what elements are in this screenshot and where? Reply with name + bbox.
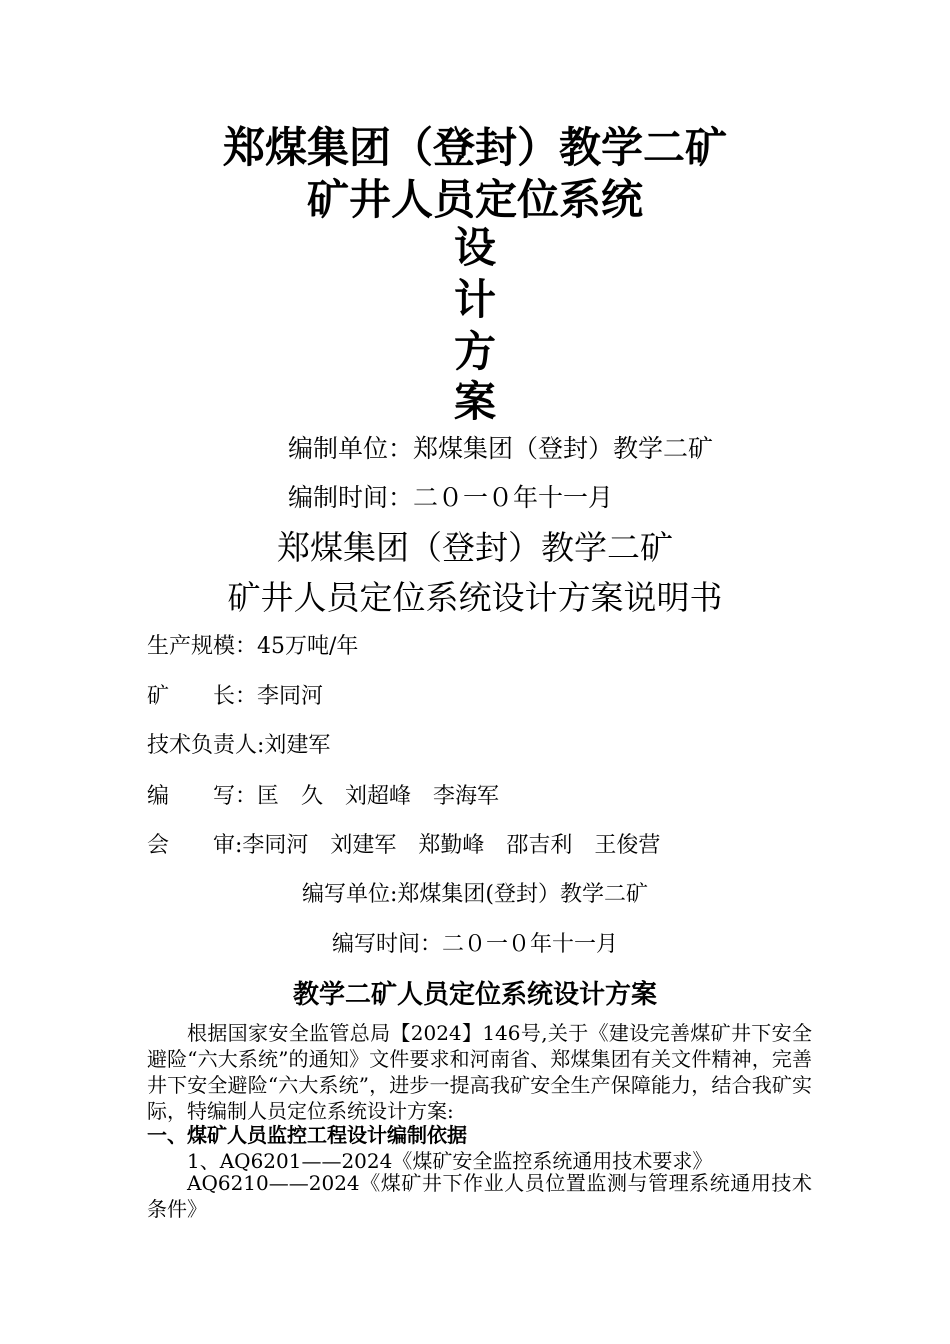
manual-title-line2: 矿井人员定位系统设计方案说明书	[227, 578, 723, 617]
field-label: 技术负责人:	[147, 733, 265, 758]
field-value: 45万吨/年	[257, 634, 359, 659]
field-value: 刘建军	[264, 733, 331, 758]
cover-title-line1: 郑煤集团（登封）教学二矿	[222, 123, 727, 172]
plan-intro-paragraph: 根据国家安全监管总局【2024】146号,关于《建设完善煤矿井下安全避险“六大系统”的通知》文件要求和河南省、郑煤集团有关文件精神，完善井下安全避险“六大系统”，进步一提高我矿安全生产保障能力，结合我矿实际，特编制人员定位系统设计方案:	[147, 1021, 812, 1123]
manual-field-tech-lead	[147, 731, 330, 761]
manual-field-scale	[147, 632, 358, 662]
cover-vertical-char: 方	[453, 327, 496, 376]
manual-writing-unit: 编写单位:郑煤集团(登封）教学二矿	[302, 882, 648, 907]
field-value: 李同河	[257, 684, 324, 709]
cover-vertical-char: 计	[453, 275, 496, 324]
cover-vertical-char: 设	[453, 223, 496, 272]
manual-field-director	[147, 682, 323, 712]
basis-item: AQ6210——2024《煤矿井下作业人员位置监测与管理系统通用技术条件》	[147, 1171, 812, 1221]
manual-writing-time: 编写时间：二０一０年十一月	[331, 932, 618, 957]
field-label: 生产规模：	[147, 634, 258, 659]
cover-compiled-time: 编制时间：二０一０年十一月	[288, 483, 614, 512]
plan-heading: 教学二矿人员定位系统设计方案	[292, 980, 657, 1010]
manual-field-reviewers	[147, 831, 660, 861]
cover-title-line2: 矿井人员定位系统	[306, 175, 643, 224]
field-value: 匡 久 刘超峰 李海军	[257, 784, 500, 809]
section1-title: 一、煤矿人员监控工程设计编制依据	[147, 1123, 467, 1147]
cover-vertical-char: 案	[453, 377, 496, 426]
field-label: 编 写：	[147, 784, 258, 809]
cover-compiled-unit: 编制单位：郑煤集团（登封）教学二矿	[288, 434, 714, 463]
field-label: 矿 长：	[147, 684, 258, 709]
field-label: 会 审:	[147, 833, 243, 858]
manual-title-line1: 郑煤集团（登封）教学二矿	[277, 528, 673, 567]
field-value: 李同河 刘建军 郑勤峰 邵吉利 王俊营	[242, 833, 661, 858]
manual-field-authors	[147, 782, 499, 812]
basis-item: 1、AQ6201——2024《煤矿安全监控系统通用技术要求》	[187, 1149, 713, 1173]
